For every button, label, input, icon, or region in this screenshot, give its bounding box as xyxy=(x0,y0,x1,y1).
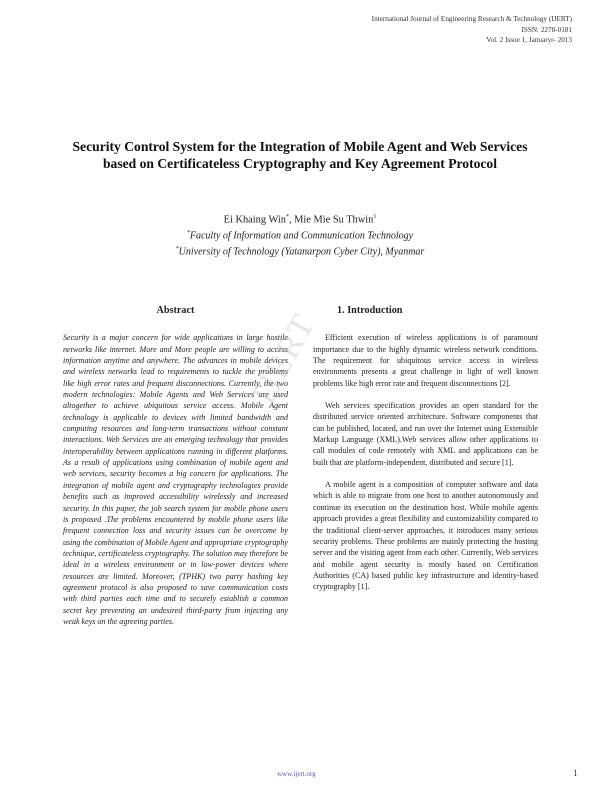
affiliation-1-text: Faculty of Information and Communication Technology xyxy=(189,230,414,242)
intro-paragraph: Web services specification provides an open standard for the distributed service oriented architecture. Software components that can be published, located, and run over the Internet using Extensible Markup Language (XML).Web services allow other applications to call modules of code remotely with XML and applications can be built that are platform-independent, distributed and secure [1]. xyxy=(313,401,538,467)
footer-website-link[interactable]: www.ijert.org xyxy=(277,770,316,778)
abstract-column xyxy=(63,305,288,638)
watermark: IJERT xyxy=(244,307,323,411)
introduction-column xyxy=(313,305,538,604)
intro-paragraph: Efficient execution of wireless applications is of paramount importance due to the highly dynamic wireless network conditions. The requirement for ubiquitous service access in wireless environments presents a great challenge in light of well known problems like high error rate and frequent disconnections [2]. xyxy=(313,333,538,388)
intro-paragraph: A mobile agent is a composition of computer software and data which is able to migrate from one host to another autonomously and continue its execution on the destination host. While mobile agents approach provides a great flexibility and customizability compared to the traditional client-server approaches, it introduces many serious security problems. These problems are mainly protecting the hosting server and the visiting agent from each other. Currently, Web services and mobile agent security is mostly based on Certification Authorities (CA) based public key infrastructure and identity-based cryptography [1]. xyxy=(313,480,538,592)
author-2: Mie Mie Su Thwin xyxy=(294,214,374,226)
title-line-1: Security Control System for the Integration of Mobile Agent and Web Services xyxy=(72,139,528,154)
affiliation-1-mark: * xyxy=(186,229,190,236)
paper-title xyxy=(40,138,560,172)
journal-header xyxy=(372,14,572,46)
author-1-mark: * xyxy=(285,214,289,220)
author-block xyxy=(100,211,500,259)
abstract-heading: Abstract xyxy=(156,305,195,316)
affiliation-2-text: University of Technology (Yatanarpon Cyber City), Myanmar xyxy=(178,246,425,258)
affiliation-2 xyxy=(100,243,500,259)
abstract-text: Security is a major concern for wide applications in large hostile networks like internet. More and More people are willing to access information anytime and anywhere. The advances in mobile devices and wireless networks lead to requirements to tackle the problems like high error rates and frequent disconnections. Currently, the two modern technologies: Mobile Agents and Web Services are used altogether to achieve ubiquitous service access. Mobile Agent technology is applicable to devices with limited bandwidth and computing resources and long-term transactions without constant interactions. Web Services are an emerging technology that provides interoperability between applications running in different platforms. As a result of applications using combination of mobile agent and web services, security becomes a big concern for applications. The integration of mobile agent and cryptography technologies provide benefits such as improved accessibility wirelessly and increased security. In this paper, the job search system for mobile phone users is proposed .The problems encountered by mobile phone users like frequent connection loss and security issues can be overcome by using the combination of Mobile Agent and appropriate cryptography technique, certificateless cryptography. The solution may therefore be ideal in a wireless environment or in low-power devices where resources are limited. Moreover, (TPHK) two party hashing key agreement protocol is also proposed to save communication costs with third parties each time and to securely establish a common secret key preventing an undesired third-party from injecting any weak keys on the agreeing parties. xyxy=(63,333,288,626)
author-1: Ei Khaing Win xyxy=(223,214,286,226)
author-2-mark: 1 xyxy=(373,214,377,220)
author-separator: , xyxy=(288,214,295,226)
page-number: 1 xyxy=(573,768,578,778)
affiliation-2-mark: * xyxy=(175,245,179,252)
title-line-2: based on Certificateless Cryptography and Key Agreement Protocol xyxy=(102,156,498,171)
issn: ISSN: 2278-0181 xyxy=(521,25,572,34)
introduction-heading: 1. Introduction xyxy=(337,305,403,316)
journal-name: International Journal of Engineering Research & Technology (IJERT) xyxy=(371,15,572,23)
affiliation-1 xyxy=(100,227,500,243)
author-names xyxy=(100,211,500,227)
volume-issue: Vol. 2 Issue 1, Januaryr- 2013 xyxy=(486,36,572,44)
